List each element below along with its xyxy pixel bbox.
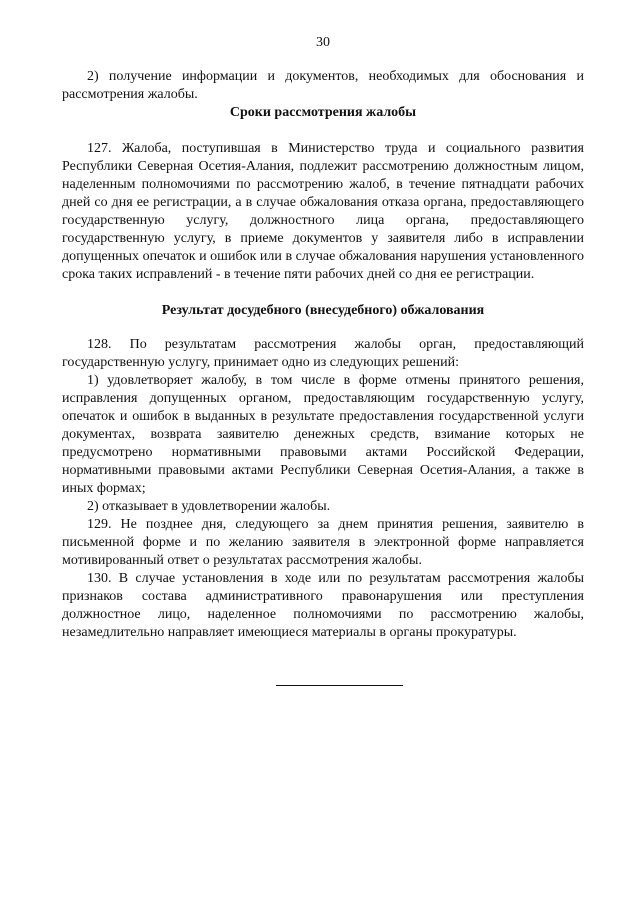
paragraph-127: 127. Жалоба, поступившая в Министерство труда и социального развития Республики Северная Осетия-Алания, подлежит рассмотрению должностным лицом, наделенным полномочиями по рассмотрению жалоб, в течение пятнадцати рабочих дней со дня ее регистрации, а в случае обжалования отказа органа, предоставляющего государственную услугу, должностного лица органа, предоставляющего государственную услугу, в приеме документов у заявителя либо в исправлении допущенных опечаток и ошибок или в случае обжалования нарушения установленного срока таких исправлений - в течение пяти рабочих дней со дня ее регистрации. bbox=[62, 141, 584, 282]
paragraph-128-item-1: 1) удовлетворяет жалобу, в том числе в форме отмены принятого решения, исправления допущенных органом, предоставляющим государственную услугу, опечаток и ошибок в выданных в результате предоставления государственной услуги документах, возврата заявителю денежных средств, взимание которых не предусмотрено нормативными правовыми актами Российской Федерации, нормативными правовыми актами Республики Северная Осетия-Алания, а также в иных формах; bbox=[62, 373, 584, 496]
document-page bbox=[62, 34, 584, 642]
paragraph-128-item-2: 2) отказывает в удовлетворении жалобы. bbox=[87, 499, 331, 514]
heading-appeal-result: Результат досудебного (внесудебного) обжалования bbox=[161, 303, 485, 318]
end-divider-line bbox=[276, 685, 403, 686]
paragraph-item-2-receive-info: 2) получение информации и документов, необходимых для обоснования и рассмотрения жалобы. bbox=[62, 69, 584, 102]
paragraph-129: 129. Не позднее дня, следующего за днем принятия решения, заявителю в письменной форме и по желанию заявителя в электронной форме направляется мотивированный ответ о результатах рассмотрения жалобы. bbox=[62, 517, 584, 568]
heading-review-terms: Сроки рассмотрения жалобы bbox=[229, 105, 417, 120]
paragraph-130: 130. В случае установления в ходе или по результатам рассмотрения жалобы признаков состава административного правонарушения или преступления должностное лицо, наделенное полномочиями по рассмотрению жалобы, незамедлительно направляет имеющиеся материалы в органы прокуратуры. bbox=[62, 571, 584, 640]
paragraph-128: 128. По результатам рассмотрения жалобы орган, предоставляющий государственную услугу, принимает одно из следующих решений: bbox=[62, 337, 584, 370]
page-number: 30 bbox=[316, 35, 330, 50]
